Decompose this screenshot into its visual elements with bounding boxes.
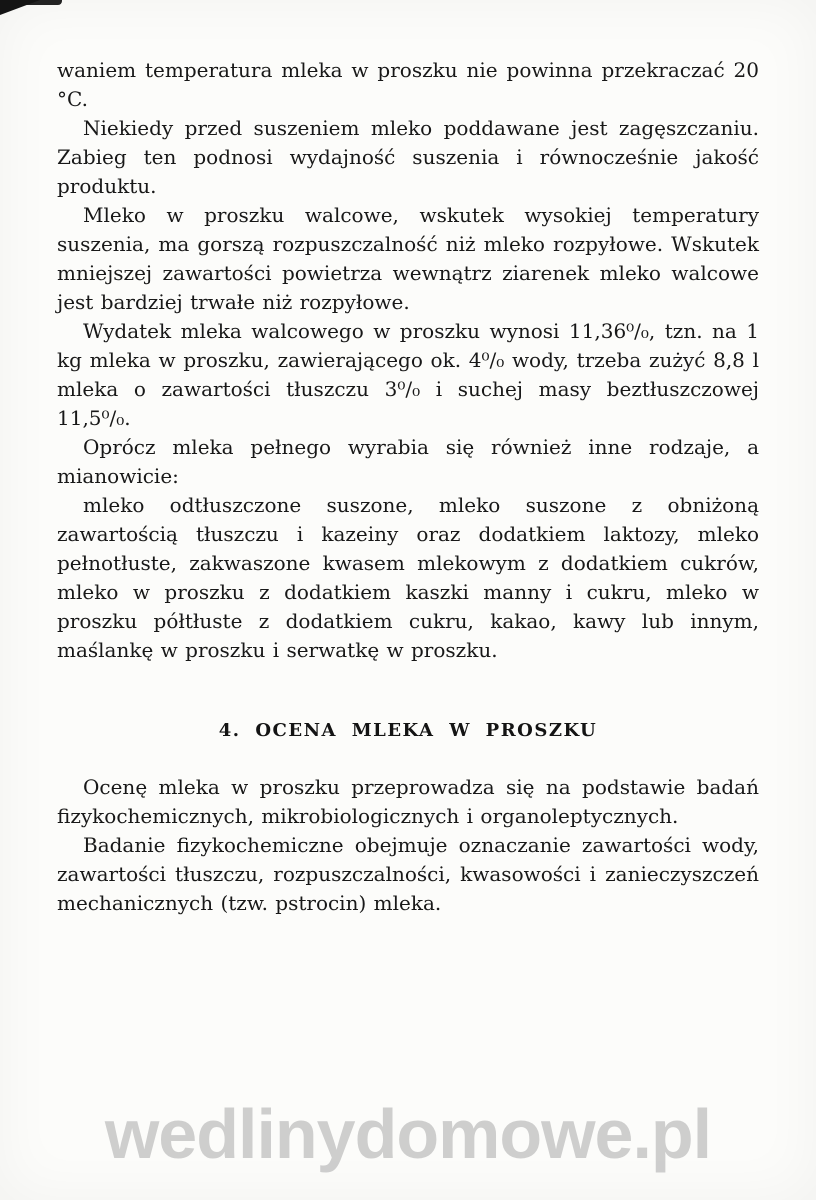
paragraph: waniem temperatura mleka w proszku nie powinna przekraczać 20 °C. [57,58,759,111]
paragraph: Wydatek mleka walcowego w proszku wynosi 11,36⁰/₀, tzn. na 1 kg mleka w proszku, zawierającego ok. 4⁰/₀ wody, trzeba zużyć 8,8 l mleka o zawartości tłuszczu 3⁰/₀ i suchej masy beztłuszczowej 11,5⁰/₀. [57,319,759,430]
section-heading: 4. OCENA MLEKA W PROSZKU [218,720,598,741]
paragraph: Ocenę mleka w proszku przeprowadza się na podstawie badań fizykochemicznych, mikrobiologicznych i organoleptycznych. [57,775,759,828]
paragraph: Mleko w proszku walcowe, wskutek wysokiej temperatury suszenia, ma gorszą rozpuszczalność niż mleko rozpyłowe. Wskutek mniejszej zawartości powietrza wewnątrz ziarenek mleko walcowe jest bardziej trwałe niż rozpyłowe. [57,203,759,314]
paragraph: Oprócz mleka pełnego wyrabia się również inne rodzaje, a mianowicie: [57,435,759,488]
scan-artifact-corner [0,0,40,15]
page-text [57,56,759,918]
paragraph: Badanie fizykochemiczne obejmuje oznaczanie zawartości wody, zawartości tłuszczu, rozpuszczalności, kwasowości i zanieczyszczeń mechanicznych (tzw. pstrocin) mleka. [57,833,759,915]
watermark: wedlinydomowe.pl [104,1095,712,1173]
paragraph: mleko odtłuszczone suszone, mleko suszone z obniżoną zawartością tłuszczu i kazeiny oraz dodatkiem laktozy, mleko pełnotłuste, zakwaszone kwasem mlekowym z dodatkiem cukrów, mleko w proszku z dodatkiem kaszki manny i cukru, mleko w proszku półtłuste z dodatkiem cukru, kakao, kawy lub innym, maślankę w proszku i serwatkę w proszku. [57,493,759,662]
paragraph: Niekiedy przed suszeniem mleko poddawane jest zagęszczaniu. Zabieg ten podnosi wydajność suszenia i równocześnie jakość produktu. [57,116,759,198]
